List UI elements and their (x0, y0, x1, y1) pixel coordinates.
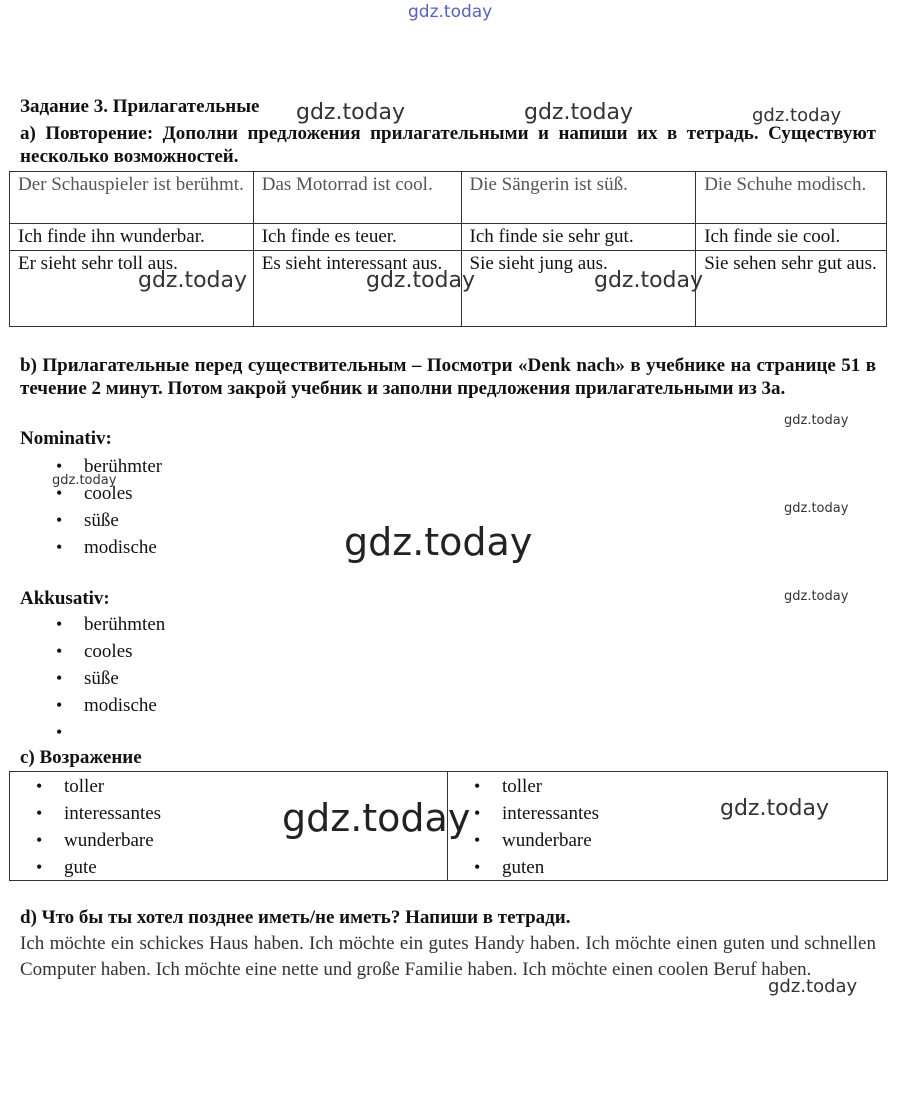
watermark: gdz.today (138, 268, 248, 293)
table-row (10, 172, 887, 224)
list-item (20, 719, 165, 746)
table-cell: Ich finde sie sehr gut. (461, 224, 696, 251)
watermark: gdz.today (752, 105, 842, 126)
part-d-heading: d) Что бы ты хотел позднее иметь/не иметь? Напиши в тетради. (20, 907, 571, 928)
table-cell: Ich finde ihn wunderbar. (10, 224, 254, 251)
watermark: gdz.today (344, 520, 533, 564)
table-cell: Die Sängerin ist süß. (461, 172, 696, 224)
list-item: • süße (20, 507, 162, 534)
adjective-table (9, 171, 887, 327)
list-item: • berühmter (20, 453, 162, 480)
list-item: • süße (20, 665, 165, 692)
table-cell: Es sieht interessant aus. (253, 251, 461, 327)
table-cell: Sie sieht jung aus. (461, 251, 696, 327)
table-cell: Die Schuhe modisch. (696, 172, 887, 224)
list-item: • modische (20, 692, 165, 719)
watermark: gdz.today (408, 2, 493, 22)
akkusativ-list (20, 611, 165, 746)
watermark: gdz.today (784, 413, 849, 428)
table-cell: Er sieht sehr toll aus. (10, 251, 254, 327)
objection-left-list (0, 773, 161, 881)
list-item: • berühmten (20, 611, 165, 638)
list-item: • cooles (20, 638, 165, 665)
watermark: gdz.today (296, 100, 406, 125)
part-a-heading: а) Повторение: Дополни предложения прилагательными и напиши их в тетрадь. Существуют несколько возможностей. (20, 123, 876, 167)
list-item: • toller (438, 773, 599, 800)
watermark: gdz.today (366, 268, 476, 293)
watermark: gdz.today (524, 100, 634, 125)
nominativ-list (20, 453, 162, 561)
watermark: gdz.today (784, 501, 849, 516)
part-b-heading: b) Прилагательные перед существительным – Посмотри «Denk nach» в учебнике на странице 51 в течение 2 минут. Потом закрой учебник и заполни предложения прилагательными из 3а. (20, 355, 876, 399)
list-item: • wunderbare (438, 827, 599, 854)
list-item: • modische (20, 534, 162, 561)
table-cell: Ich finde es teuer. (253, 224, 461, 251)
table-cell: Ich finde sie cool. (696, 224, 887, 251)
table-cell: Der Schauspieler ist berühmt. (10, 172, 254, 224)
list-item: • interessantes (0, 800, 161, 827)
watermark: gdz.today (720, 796, 830, 821)
table-cell: Sie sehen sehr gut aus. (696, 251, 887, 327)
table-row (10, 224, 887, 251)
watermark: gdz.today (52, 473, 117, 488)
task-title: Задание 3. Прилагательные (20, 96, 260, 117)
part-d-text: Ich möchte ein schickes Haus haben. Ich möchte ein gutes Handy haben. Ich möchte einen guten und schnellen Computer haben. Ich möchte eine nette und große Familie haben. Ich möchte einen coolen Beruf haben. (20, 933, 876, 980)
list-item: • interessantes (438, 800, 599, 827)
list-item: • toller (0, 773, 161, 800)
nominativ-label: Nominativ: (20, 428, 112, 449)
list-item: • cooles (20, 480, 162, 507)
table-cell: Das Motorrad ist cool. (253, 172, 461, 224)
watermark: gdz.today (784, 589, 849, 604)
list-item: • gute (0, 854, 161, 881)
part-c-heading: с) Возражение (20, 747, 142, 768)
akkusativ-label: Akkusativ: (20, 588, 110, 609)
list-item: • guten (438, 854, 599, 881)
watermark: gdz.today (282, 796, 471, 840)
watermark: gdz.today (768, 976, 858, 997)
list-item: • wunderbare (0, 827, 161, 854)
watermark: gdz.today (594, 268, 704, 293)
